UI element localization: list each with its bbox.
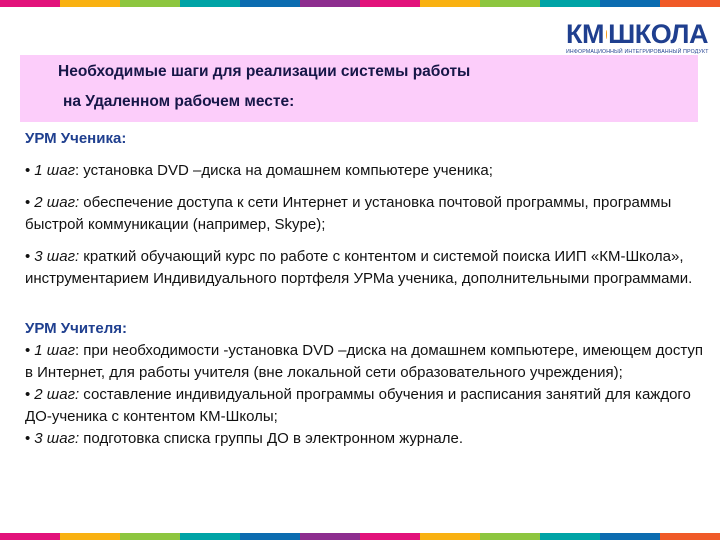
logo-tagline: ИНФОРМАЦИОННЫЙ ИНТЕГРИРОВАННЫЙ ПРОДУКТ [566, 49, 709, 55]
logo-part-km: КМ [566, 19, 604, 49]
step-label: 2 шаг: [34, 194, 80, 211]
stripe-segment [0, 0, 60, 7]
student-step-3 [25, 246, 705, 290]
stripe-segment [180, 0, 240, 7]
step-label: 1 шаг [34, 162, 75, 179]
stripe-segment [420, 533, 480, 540]
stripe-segment [540, 533, 600, 540]
stripe-segment [240, 0, 300, 7]
stripe-segment [600, 0, 660, 7]
teacher-heading: УРМ Учителя: [25, 320, 128, 337]
stripe-segment [120, 0, 180, 7]
logo-part-school: ШКОЛА [608, 19, 708, 49]
step-label: 3 шаг: [34, 248, 80, 265]
stripe-segment [480, 533, 540, 540]
step-text: : при необходимости -установка DVD –диска на домашнем компьютере, имеющем доступ в Интернет, для работы учителя (вне локальной сети образовательного учреждения); [25, 342, 704, 381]
top-color-stripe [0, 0, 720, 7]
bullet-icon: • [25, 162, 31, 179]
student-step-1 [25, 160, 705, 182]
stripe-segment [300, 533, 360, 540]
step-text: подготовка списка группы ДО в электронном журнале. [79, 430, 463, 447]
stripe-segment [240, 533, 300, 540]
step-label: 3 шаг: [34, 430, 80, 447]
content-body [25, 128, 705, 450]
logo-wordmark [566, 20, 708, 48]
stripe-segment [360, 533, 420, 540]
title-banner [20, 55, 698, 122]
title-line-2: на Удаленном рабочем месте: [63, 93, 295, 110]
student-step-2 [25, 192, 705, 236]
stripe-segment [660, 0, 720, 7]
teacher-step-3 [25, 428, 705, 450]
bullet-icon: • [25, 430, 31, 447]
teacher-step-1 [25, 340, 705, 384]
step-text: составление индивидуальной программы обучения и расписания занятий для каждого ДО-ученика с контентом КМ-Школы; [25, 386, 691, 425]
title-line-1: Необходимые шаги для реализации системы работы [58, 63, 471, 80]
bullet-icon: • [25, 194, 31, 211]
step-label: 2 шаг: [34, 386, 80, 403]
stripe-segment [60, 0, 120, 7]
stripe-segment [360, 0, 420, 7]
stripe-segment [300, 0, 360, 7]
student-heading: УРМ Ученика: [25, 130, 127, 147]
step-text: краткий обучающий курс по работе с контентом и системой поиска ИИП «КМ-Школа», инструментарием Индивидуального портфеля УРМа ученика, дополнительными программами. [25, 248, 693, 287]
stripe-segment [660, 533, 720, 540]
stripe-segment [540, 0, 600, 7]
bullet-icon: • [25, 248, 31, 265]
stripe-segment [0, 533, 60, 540]
bullet-icon: • [25, 342, 31, 359]
stripe-segment [600, 533, 660, 540]
teacher-step-2 [25, 384, 705, 428]
step-text: : установка DVD –диска на домашнем компьютере ученика; [74, 162, 493, 179]
stripe-segment [180, 533, 240, 540]
step-text: обеспечение доступа к сети Интернет и установка почтовой программы, программы быстрой коммуникации (например, Skype); [25, 194, 672, 233]
bullet-icon: • [25, 386, 31, 403]
stripe-segment [480, 0, 540, 7]
stripe-segment [60, 533, 120, 540]
bottom-color-stripe [0, 533, 720, 540]
stripe-segment [420, 0, 480, 7]
stripe-segment [120, 533, 180, 540]
logo-dot-icon [606, 30, 607, 39]
step-label: 1 шаг [34, 342, 75, 359]
